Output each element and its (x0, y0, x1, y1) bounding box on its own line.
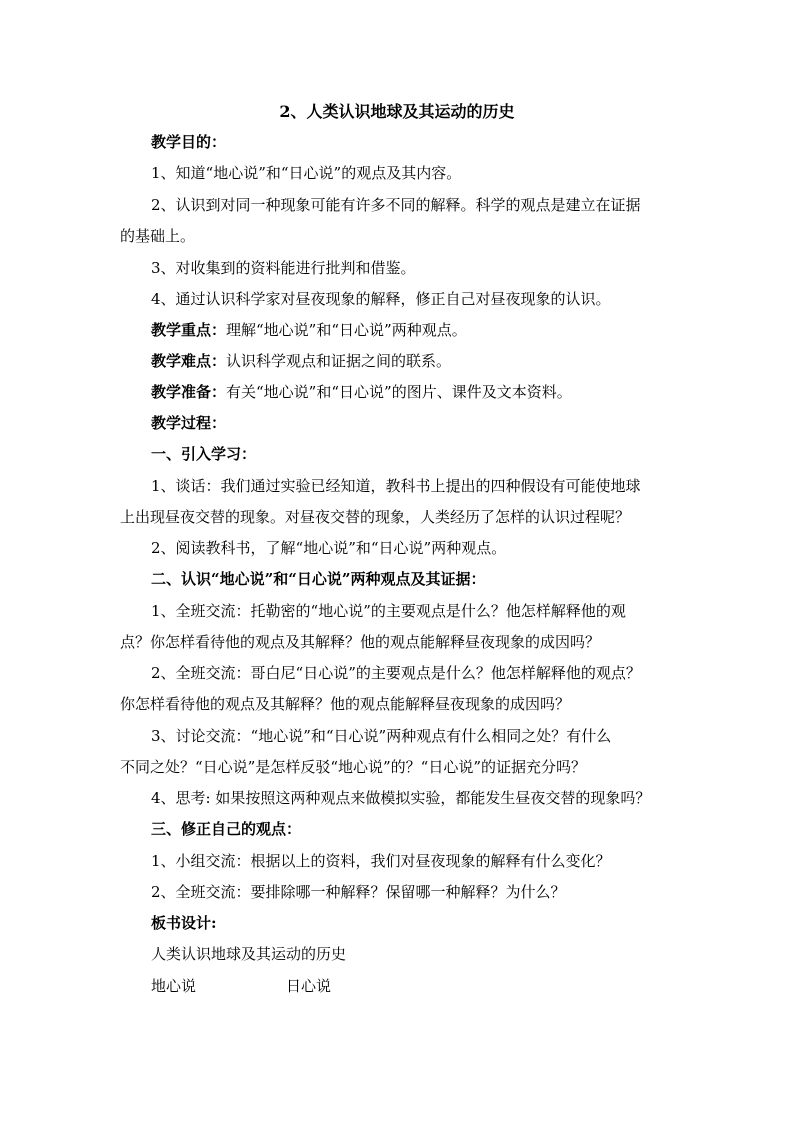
objectives-heading: 教学目的： (151, 133, 227, 151)
objective-2: 2、认识到对同一种现象可能有许多不同的解释。科学的观点是建立在证据 (151, 196, 641, 214)
part1-line-1: 1、谈话：我们通过实验已经知道，教科书上提出的四种假设有可能使地球 (151, 477, 641, 495)
key-point-text: 理解“地心说”和“日心说”两种观点。 (226, 321, 467, 339)
preparation-label: 教学准备： (151, 383, 227, 401)
difficulty-label: 教学难点： (151, 352, 227, 370)
objective-4: 4、通过认识科学家对昼夜现象的解释，修正自己对昼夜现象的认识。 (151, 290, 611, 308)
part2-line-3: 2、全班交流：哥白尼“日心说”的主要观点是什么？他怎样解释他的观点？ (151, 664, 641, 682)
part3-line-1: 1、小组交流：根据以上的资料，我们对昼夜现象的解释有什么变化？ (151, 852, 611, 870)
part2-line-5: 3、讨论交流：“地心说”和“日心说”两种观点有什么相同之处？有什么 (151, 727, 612, 745)
objective-3: 3、对收集到的资料能进行批判和借鉴。 (151, 259, 416, 277)
part2-heading: 二、认识“地心说”和“日心说”两种观点及其证据： (151, 570, 486, 588)
board-item-heliocentric: 日心说 (286, 977, 332, 995)
part1-line-3: 2、阅读教科书，了解“地心说”和“日心说”两种观点。 (151, 539, 507, 557)
document-title: 2、人类认识地球及其运动的历史 (279, 102, 515, 121)
preparation (151, 382, 681, 402)
key-point (151, 320, 681, 340)
board-title: 人类认识地球及其运动的历史 (151, 945, 347, 963)
objective-1: 1、知道“地心说”和“日心说”的观点及其内容。 (151, 164, 462, 182)
part1-line-2: 上出现昼夜交替的现象。对昼夜交替的现象，人类经历了怎样的认识过程呢？ (120, 508, 631, 526)
board-heading: 板书设计: (151, 914, 217, 932)
objective-2-continued: 的基础上。 (120, 227, 196, 245)
key-point-label: 教学重点： (151, 321, 227, 339)
part2-line-2: 点？你怎样看待他的观点及其解释？他的观点能解释昼夜现象的成因吗？ (120, 633, 601, 651)
part2-line-1: 1、全班交流：托勒密的“地心说”的主要观点是什么？他怎样解释他的观 (151, 602, 626, 620)
difficulty-text: 认识科学观点和证据之间的联系。 (226, 352, 452, 370)
process-heading: 教学过程： (151, 414, 227, 432)
part3-line-2: 2、全班交流：要排除哪一种解释？保留哪一种解释？为什么？ (151, 883, 566, 901)
part2-line-4: 你怎样看待他的观点及其解释？他的观点能解释昼夜现象的成因吗？ (120, 695, 571, 713)
board-item-geocentric: 地心说 (151, 977, 197, 995)
part2-line-6: 不同之处？“日心说”是怎样反驳“地心说”的？“日心说”的证据充分吗？ (120, 758, 587, 776)
part3-heading: 三、修正自己的观点： (151, 820, 302, 838)
preparation-text: 有关“地心说”和“日心说”的图片、课件及文本资料。 (226, 383, 572, 401)
difficulty (151, 351, 681, 371)
board-items (151, 976, 681, 996)
part2-line-7: 4、思考: 如果按照这两种观点来做模拟实验，都能发生昼夜交替的现象吗？ (151, 789, 651, 807)
part1-heading: 一、引入学习： (151, 445, 257, 463)
